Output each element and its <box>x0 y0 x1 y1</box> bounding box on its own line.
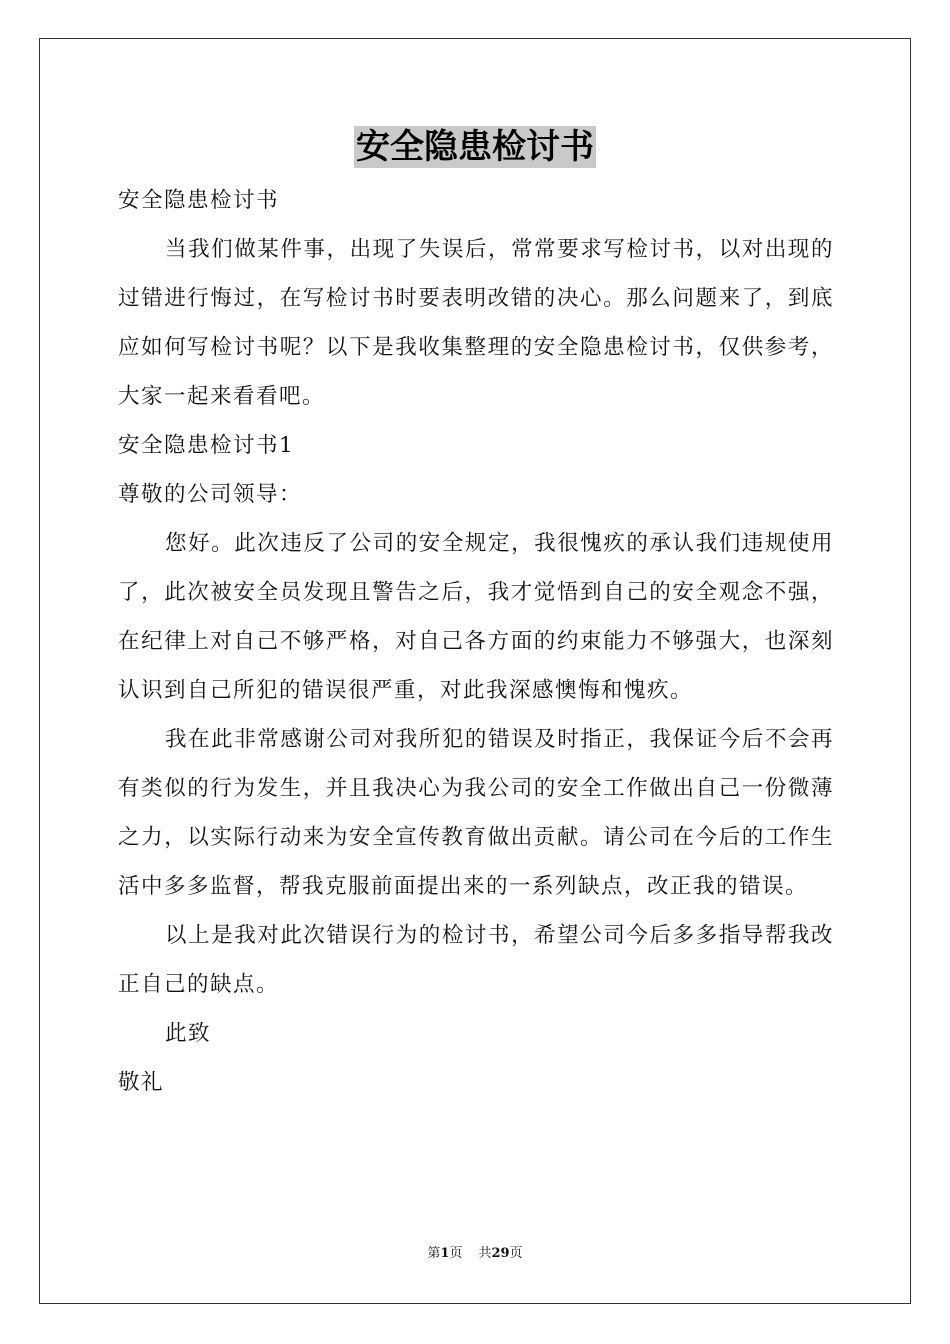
footer-total-pages: 29 <box>491 1246 510 1261</box>
paragraph-closing: 此致 <box>165 1021 212 1046</box>
page-footer <box>0 1245 950 1263</box>
paragraph-body-1: 您好。此次违反了公司的安全规定，我很愧疚的承认我们违规使用了，此次被安全员发现且警告之后，我才觉悟到自己的安全观念不强，在纪律上对自己不够严格，对自己各方面的约束能力不够强大，也深刻认识到自己所犯的错误很严重，对此我深感懊悔和愧疚。 <box>118 531 834 703</box>
paragraph-regards: 敬礼 <box>118 1070 165 1095</box>
footer-page-suffix: 页 <box>449 1246 463 1261</box>
paragraph-intro: 当我们做某件事，出现了失误后，常常要求写检讨书，以对出现的过错进行悔过，在写检讨书时要表明改错的决心。那么问题来了，到底应如何写检讨书呢？以下是我收集整理的安全隐患检讨书，仅供参考，大家一起来看看吧。 <box>118 237 834 409</box>
paragraph-body-3: 以上是我对此次错误行为的检讨书，希望公司今后多多指导帮我改正自己的缺点。 <box>118 923 834 997</box>
document-body <box>118 176 834 1107</box>
footer-page-number: 1 <box>440 1246 450 1261</box>
paragraph-section-heading: 安全隐患检讨书1 <box>118 433 295 458</box>
paragraph-salutation: 尊敬的公司领导： <box>118 482 303 507</box>
title-area <box>0 126 950 168</box>
document-title: 安全隐患检讨书 <box>356 127 594 167</box>
paragraph-body-2: 我在此非常感谢公司对我所犯的错误及时指正，我保证今后不会再有类似的行为发生，并且我决心为我公司的安全工作做出自己一份微薄之力，以实际行动来为安全宣传教育做出贡献。请公司在今后的工作生活中多多监督，帮我克服前面提出来的一系列缺点，改正我的错误。 <box>118 727 834 899</box>
footer-page-prefix: 第 <box>427 1246 441 1261</box>
footer-total-prefix: 共 <box>478 1246 492 1261</box>
footer-total-suffix: 页 <box>509 1246 523 1261</box>
paragraph-subtitle: 安全隐患检讨书 <box>118 188 280 213</box>
